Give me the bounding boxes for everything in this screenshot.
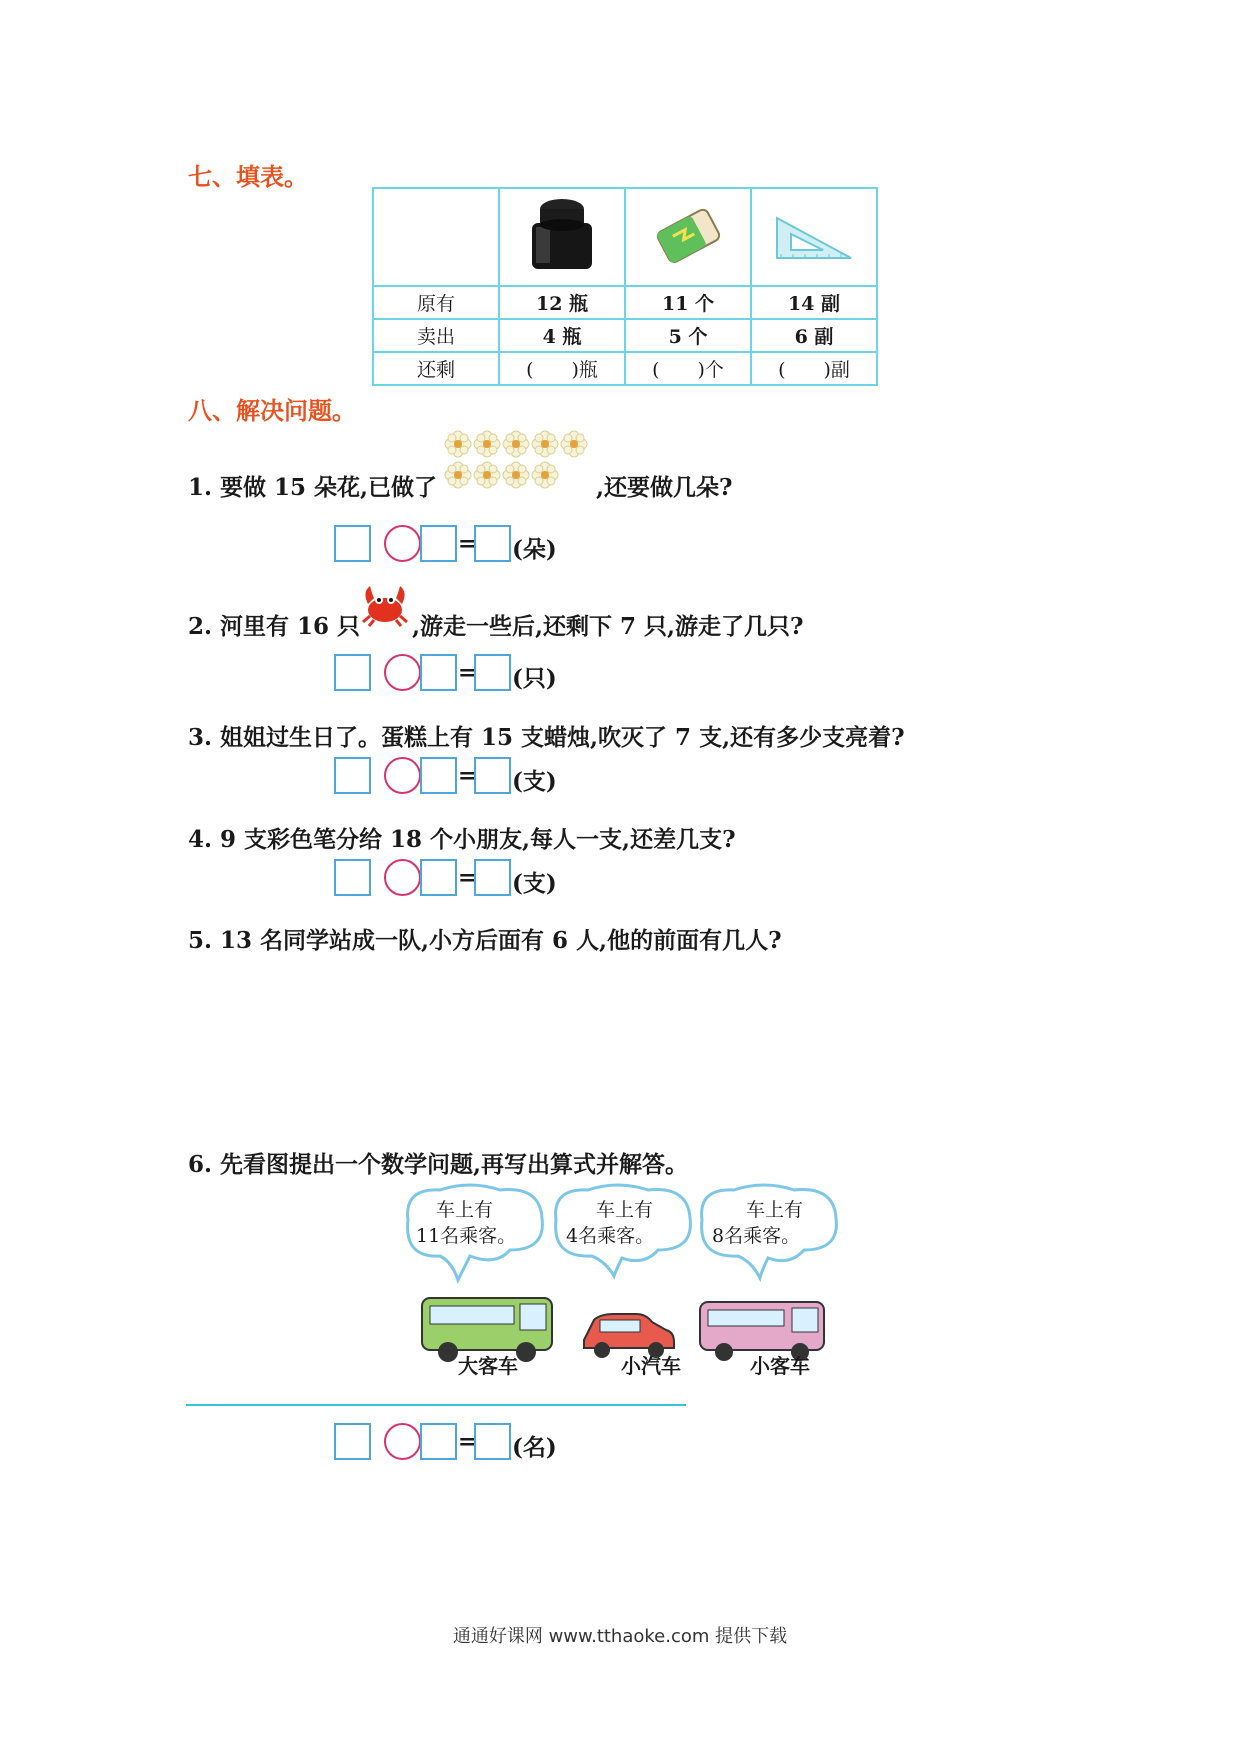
- ink-bottle-cell: [499, 188, 625, 286]
- answer-box[interactable]: [334, 1423, 371, 1460]
- table-corner-cell: [373, 188, 499, 286]
- result-box[interactable]: [474, 654, 511, 691]
- cell-original-eraser: 11 个: [625, 286, 751, 319]
- eraser-icon: [648, 195, 728, 275]
- answer-box[interactable]: [334, 525, 371, 562]
- question-2-after: ,游走一些后,还剩下 7 只,游走了几只?: [412, 613, 804, 640]
- answer-box[interactable]: [420, 757, 457, 794]
- unit-label: (名): [512, 1434, 557, 1461]
- result-box[interactable]: [474, 757, 511, 794]
- question-6: 6. 先看图提出一个数学问题,再写出算式并解答。: [188, 1151, 689, 1178]
- speech-bubble-bus: [408, 1185, 543, 1280]
- unit-label: (只): [512, 665, 557, 692]
- fill-table: [372, 187, 878, 386]
- question-1-before: 1. 要做 15 朵花,已做了: [188, 474, 438, 501]
- equals-sign: =: [458, 1429, 477, 1455]
- row-label-remaining: 还剩: [373, 352, 499, 385]
- cell-original-ink: 12 瓶: [499, 286, 625, 319]
- section-7-title: 七、填表。: [188, 163, 308, 191]
- speech-bubble-car: [556, 1185, 691, 1276]
- answer-line[interactable]: [186, 1404, 686, 1406]
- speech-bubble-van: [702, 1185, 837, 1278]
- bubble-line2: 8名乘客。: [712, 1225, 801, 1247]
- unit-label: (支): [512, 870, 557, 897]
- flowers-image: [442, 428, 594, 492]
- question-3: 3. 姐姐过生日了。蛋糕上有 15 支蜡烛,吹灭了 7 支,还有多少支亮着?: [188, 724, 905, 751]
- set-square-cell: [751, 188, 877, 286]
- cell-sold-ruler: 6 副: [751, 319, 877, 352]
- question-1-after: ,还要做几朵?: [596, 474, 733, 501]
- result-box[interactable]: [474, 1423, 511, 1460]
- answer-box[interactable]: [420, 1423, 457, 1460]
- answer-box[interactable]: [334, 757, 371, 794]
- operator-circle[interactable]: [384, 525, 421, 562]
- bubble-line1: 车上有: [596, 1199, 654, 1221]
- unit-label: (支): [512, 768, 557, 795]
- answer-box[interactable]: [420, 525, 457, 562]
- unit-label: (朵): [512, 536, 557, 563]
- vehicle-label-small-car: 小汽车: [621, 1354, 681, 1378]
- bubble-line1: 车上有: [746, 1199, 804, 1221]
- bubble-line2: 4名乘客。: [566, 1225, 655, 1247]
- bubble-line2: 11名乘客。: [416, 1225, 517, 1247]
- operator-circle[interactable]: [384, 859, 421, 896]
- result-box[interactable]: [474, 525, 511, 562]
- eraser-cell: [625, 188, 751, 286]
- cell-original-ruler: 14 副: [751, 286, 877, 319]
- vehicle-label-small-van: 小客车: [750, 1354, 810, 1378]
- equals-sign: =: [458, 660, 477, 686]
- cell-remaining-eraser[interactable]: ( )个: [625, 352, 751, 385]
- cell-remaining-ruler[interactable]: ( )副: [751, 352, 877, 385]
- cell-sold-ink: 4 瓶: [499, 319, 625, 352]
- result-box[interactable]: [474, 859, 511, 896]
- operator-circle[interactable]: [384, 654, 421, 691]
- question-2-before: 2. 河里有 16 只: [188, 613, 361, 640]
- cell-sold-eraser: 5 个: [625, 319, 751, 352]
- set-square-icon: [769, 200, 859, 270]
- cell-remaining-ink[interactable]: ( )瓶: [499, 352, 625, 385]
- answer-box[interactable]: [334, 859, 371, 896]
- footer-text: 通通好课网 www.tthaoke.com 提供下载: [452, 1626, 788, 1647]
- row-label-sold: 卖出: [373, 319, 499, 352]
- question-5: 5. 13 名同学站成一队,小方后面有 6 人,他的前面有几人?: [188, 927, 782, 954]
- crab-icon: [360, 578, 410, 628]
- answer-box[interactable]: [420, 654, 457, 691]
- equals-sign: =: [458, 531, 477, 557]
- row-label-original: 原有: [373, 286, 499, 319]
- equals-sign: =: [458, 763, 477, 789]
- answer-box[interactable]: [334, 654, 371, 691]
- question-4: 4. 9 支彩色笔分给 18 个小朋友,每人一支,还差几支?: [188, 826, 736, 853]
- answer-box[interactable]: [420, 859, 457, 896]
- equals-sign: =: [458, 865, 477, 891]
- section-8-title: 八、解决问题。: [188, 397, 356, 425]
- vehicle-label-big-bus: 大客车: [458, 1354, 518, 1378]
- operator-circle[interactable]: [384, 1423, 421, 1460]
- operator-circle[interactable]: [384, 757, 421, 794]
- bubble-line1: 车上有: [436, 1199, 494, 1221]
- ink-bottle-icon: [522, 195, 602, 275]
